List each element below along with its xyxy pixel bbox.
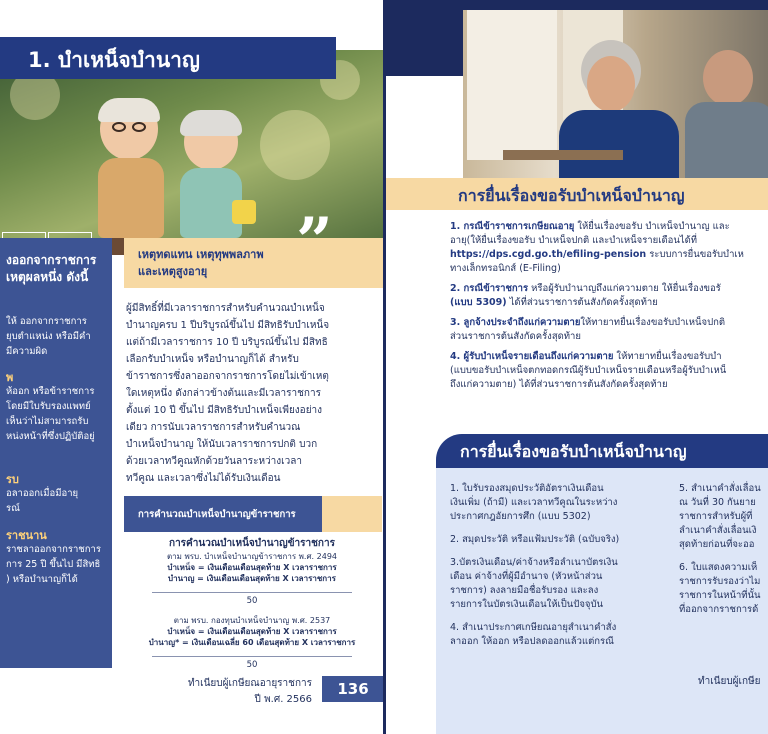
law-2-formula-lump-sum: บำเหน็จ = เงินเดือนเดือนสุดท้าย X เวลาราชการ xyxy=(167,627,337,636)
page-footer-title: ทำเนียบผู้เกษียณอายุราชการ ปี พ.ศ. 2566 xyxy=(187,678,312,705)
case-4-text: ให้ทายาทยื่นเรื่องขอรับบำ xyxy=(613,351,722,362)
case-2-form: (แบบ 5309) xyxy=(450,297,507,308)
filing-case-4 xyxy=(450,350,768,392)
reason-3-text: อลาออกเมื่อมีอายุ รณ์ xyxy=(6,488,79,514)
case-3-text-2: ส่วนราชการต้นสังกัดครั้งสุดท้าย xyxy=(450,331,581,342)
calculation-formulas xyxy=(132,534,372,679)
document-item-5: 5. สำเนาคำสั่งเลื่อน ณ วันที่ 30 กันยาย ราชการสำหรับผู้ที่ ลำเนาคำสั่งเลื่อนเงิ สุดท้ายก่อนที่จะออ xyxy=(679,483,761,550)
document-item-3: 3.บัตรเงินเดือน/ค่าจ้างหรือลำเนาบัตรเงิน เดือน ค่าจ้างที่ผู้มีอำนาจ (หัวหน้าส่วน ราชการ) ลงลายมือชื่อรับรอง และลง รายการในบัตรเงินเดือนให้เป็นปัจจุบัน xyxy=(450,557,618,610)
filing-cases-list xyxy=(450,220,768,398)
quote-box xyxy=(124,238,383,288)
document-item-2: 2. สมุดประวัติ หรือแฟ้มประวัติ (ฉบับจริง) xyxy=(450,534,620,545)
law-1-divisor: 50 xyxy=(246,596,258,606)
filing-title: การยื่นเรื่องขอรับบำเหน็จบำนาญ xyxy=(458,186,685,205)
filing-case-3 xyxy=(450,316,768,344)
required-documents-panel xyxy=(436,434,768,734)
case-2-text-2: ได้ที่ส่วนราชการต้นสังกัดครั้งสุดท้าย xyxy=(506,297,658,308)
reason-3-heading: รบ xyxy=(6,473,19,486)
reason-1-text: ให้ ออกจากราชการ ยุบตำแหน่ง หรือมีคำ มีความผิด xyxy=(6,316,91,357)
calculation-header-bar xyxy=(124,496,382,532)
case-4-text-2: (แบบขอรับบำเหน็จตกทอดกรณีผู้รับบำเหน็จรายเดือนหรือผู้รับบำเหน็ xyxy=(450,365,727,376)
case-1-text: ให้ยื่นเรื่องขอรับ บำเหน็จบำนาญ และ xyxy=(574,221,730,232)
reason-4-text: ราชลาออกจากราชการ การ 25 ปี ขึ้นไป มีสิทธิ ) หรือบำนาญก็ได้ xyxy=(6,544,101,585)
law-2-title: ตาม พรบ. กองทุนบำเหน็จบำนาญ พ.ศ. 2537 xyxy=(173,616,331,625)
section-title: 1. บำเหน็จบำนาญ xyxy=(28,48,200,72)
case-3-heading: 3. ลูกจ้างประจำถึงแก่ความตาย xyxy=(450,317,581,328)
documents-column-2 xyxy=(679,482,768,626)
law-2-divisor: 50 xyxy=(246,660,258,670)
law-2-formula-pension: บำนาญ* = เงินเดือนเฉลี่ย 60 เดือนสุดท้าย X เวลาราชการ xyxy=(148,638,356,647)
document-item-1: 1. ใบรับรองสมุดประวัติอัตราเงินเดือน เงินเพิ่ม (ถ้ามี) และเวลาทวีคูณในระหว่าง ประกาศกฎอัยการศึก (แบบ 5302) xyxy=(450,483,618,522)
case-2-heading: 2. กรณีข้าราชการ xyxy=(450,283,529,294)
eligibility-paragraph: ผู้มีสิทธิ์ที่มีเวลาราชการสำหรับคำนวณบำเหน็จ บำนาญครบ 1 ปีบริบูรณ์ขึ้นไป มีสิทธิรับบำเหน็จ แต่ถ้ามีเวลาราชการ 10 ปี บริบูรณ์ขึ้นไป มีสิทธิ เลือกรับบำเหน็จ หรือบำนาญก็ได้ สำหรับ ข้าราชการซึ่งลาออกจากราชการโดยไม่เข้าเหตุ ใดเหตุหนึ่ง ดังกล่าวข้างต้นและมีเวลาราชการ ตั้งแต่ 10 ปี ขึ้นไป มีสิทธิรับบำเหน็จเพียงอย่าง เดียว การนับเวลาราชการสำหรับคำนวณ บำเหน็จบำนาญ ให้นับเวลาราชการปกติ บวก ด้วยเวลาทวีคูณหักด้วยวันลาระหว่างเวลา ทวีคูณ และเวลาซึ่งไม่ได้รับเงินเดือน xyxy=(126,303,330,484)
filing-title-bar xyxy=(386,178,768,210)
documents-panel-title: การยื่นเรื่องขอรับบำเหน็จบำนาญ xyxy=(460,442,687,461)
fraction-line xyxy=(152,656,352,657)
filing-case-1 xyxy=(450,220,768,276)
case-2-text: หรือผู้รับบำนาญถึงแก่ความตาย ให้ยื่นเรื่องขอรั xyxy=(528,283,721,294)
right-page xyxy=(386,0,768,734)
calculation-header-label: การคำนวณบำเหน็จบำนาญข้าราชการ xyxy=(138,509,296,520)
case-3-text: ให้ทายาทยื่นเรื่องขอรับบำเหน็จปกติ xyxy=(580,317,726,328)
fraction-line xyxy=(152,592,352,593)
left-page xyxy=(0,0,383,734)
reason-2-heading: พ xyxy=(6,371,14,384)
case-1-text-3: ระบบการยื่นขอรับบำเห xyxy=(646,249,744,260)
calculation-header-label-bg xyxy=(124,496,322,532)
documents-panel-header xyxy=(436,434,768,468)
filing-case-2 xyxy=(450,282,768,310)
elderly-couple-reviewing-documents-photo xyxy=(463,10,768,180)
quote-text: เหตุทดแทน เหตุทุพพลภาพ และเหตุสูงอายุ xyxy=(138,248,264,278)
reason-2-text: ห้ออก หรือข้าราชการ โดยมีใบรับรองแพทย์ เห็นว่าไม่สามารถรับ หน่งหน้าที่ซึ่งปฏิบัติอยู่ xyxy=(6,386,95,442)
efiling-url[interactable]: https://dps.cgd.go.th/efiling-pension xyxy=(450,249,647,260)
calculation-heading: การคำนวณบำเหน็จบำนาญข้าราชการ xyxy=(169,538,335,549)
case-1-text-4: ทางเล็กทรอนิกส์ (E-Filing) xyxy=(450,263,561,274)
right-page-footer: ทำเนียบผู้เกษีย xyxy=(698,676,761,687)
reasons-intro: งออกจากราชการ เหตุผลหนึ่ง ดังนี้ xyxy=(6,253,97,284)
case-1-heading: 1. กรณีข้าราชการเกษียณอายุ xyxy=(450,221,575,232)
reason-4-heading: ราชนาน xyxy=(6,529,47,542)
document-item-4: 4. สำเนาประกาศเกษียณอายุสำเนาคำสั่ง ลาออก ให้ออก หรือปลดออกแล้วแต่กรณี xyxy=(450,622,617,647)
documents-column-1 xyxy=(450,482,650,658)
law-1-formula-pension: บำนาญ = เงินเดือนเดือนสุดท้าย X เวลาราชการ xyxy=(168,574,336,583)
law-1-formula-lump-sum: บำเหน็จ = เงินเดือนเดือนสุดท้าย X เวลาราชการ xyxy=(167,563,337,572)
case-4-heading: 4. ผู้รับบำเหน็จรายเดือนถึงแก่ความตาย xyxy=(450,351,614,362)
case-4-text-3: ถึงแก่ความตาย) ได้ที่ส่วนราชการต้นสังกัดครั้งสุดท้าย xyxy=(450,379,668,390)
retirement-reasons-column xyxy=(0,238,112,668)
case-1-text-2: อายุ(ให้ยื่นเรื่องขอรับ บำเหน็จปกติ และบำเหน็จรายเดือนได้ที่ xyxy=(450,235,698,246)
document-item-6: 6. ใบแสดงความเห็ ราชการรับรองว่าไม ราชการในหน้าที่นั้น ที่ออกจากราชการด้ xyxy=(679,562,761,615)
quote-mark-icon: ” xyxy=(296,204,333,279)
section-title-bar xyxy=(0,37,336,79)
law-1-title: ตาม พรบ. บำเหน็จบำนาญข้าราชการ พ.ศ. 2494 xyxy=(166,552,337,561)
page-number: 136 xyxy=(322,676,383,702)
